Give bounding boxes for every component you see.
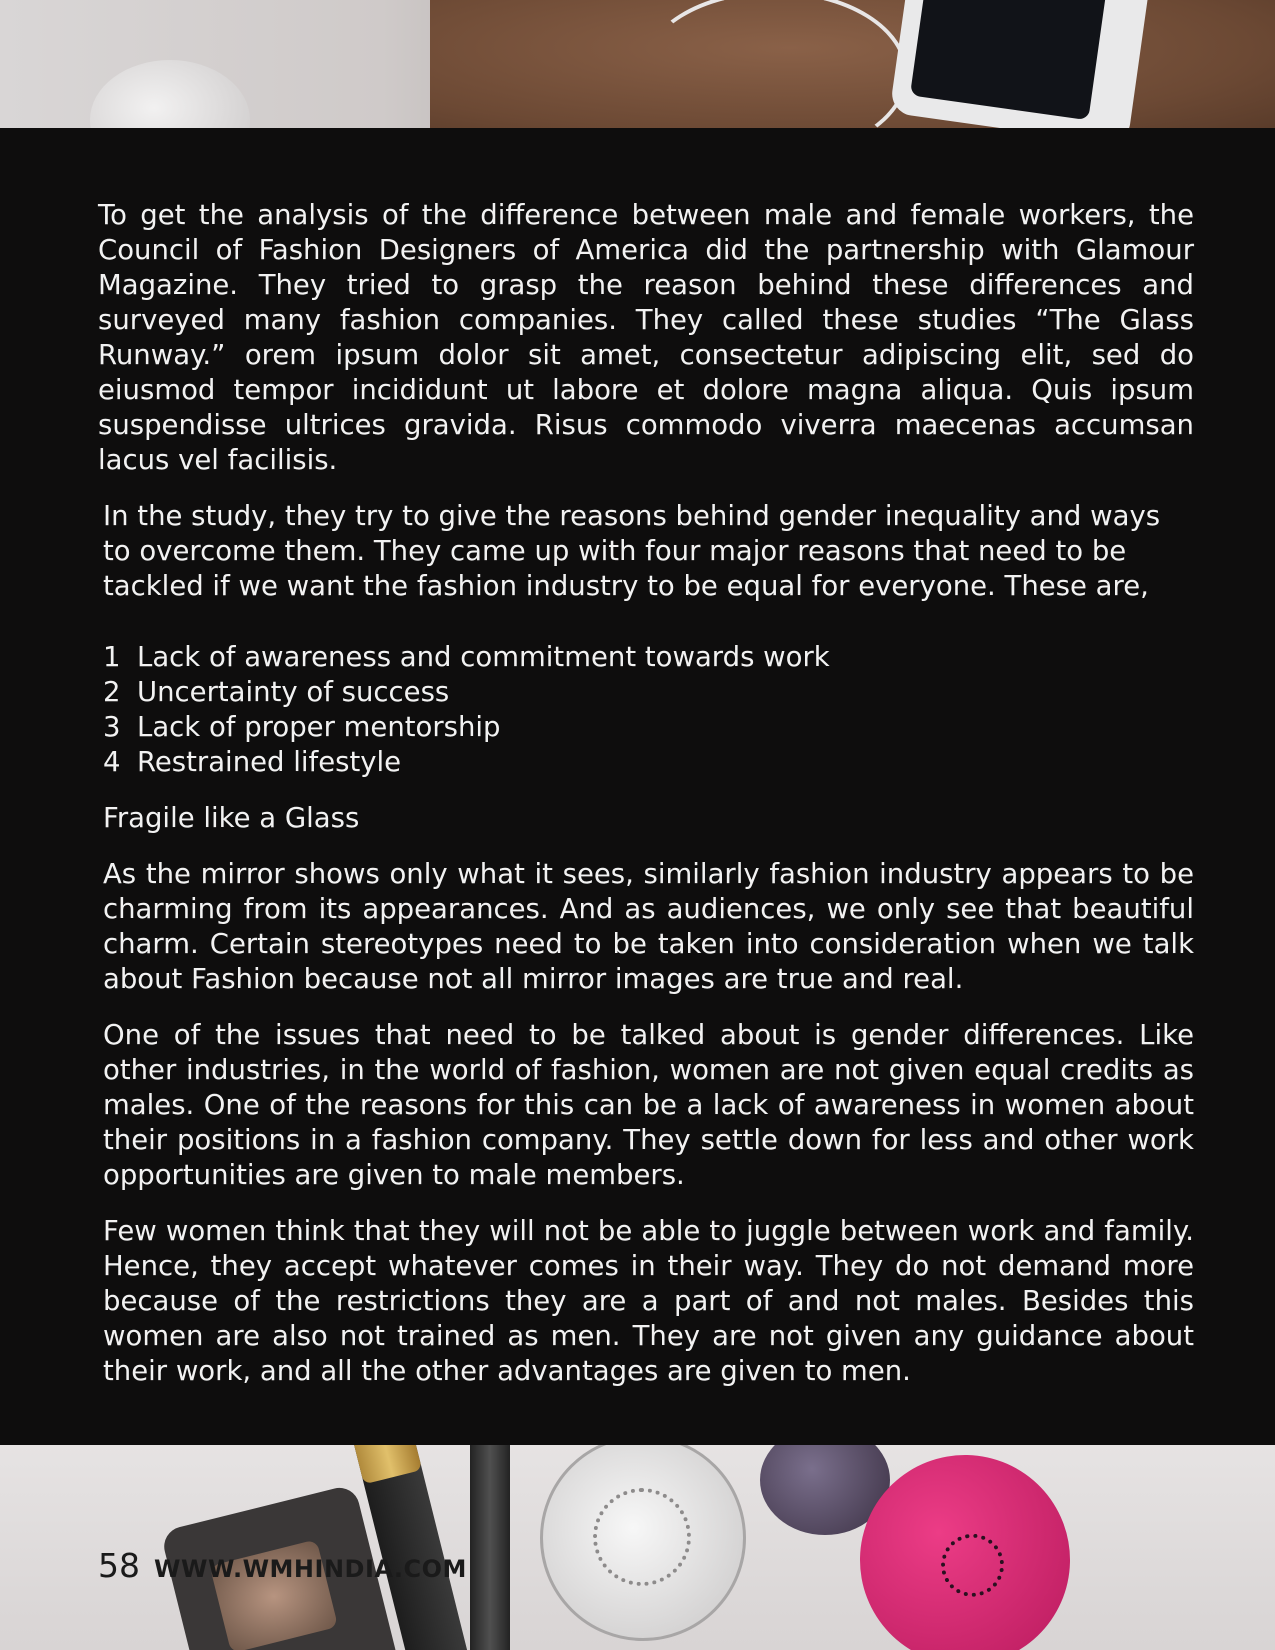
header-photo bbox=[0, 0, 1275, 128]
earphone-cable-image bbox=[640, 0, 908, 128]
list-item: 4 Restrained lifestyle bbox=[103, 746, 402, 778]
paragraph-gender-differences: One of the issues that need to be talked about is gender differences. Like other industries, in the world of fashion, women are not given equal credits as males. One of the reasons for this can be a lack of awareness in women about their positions in a fashion company. They settle down for less and other work opportunities are given to male members. bbox=[103, 1019, 1194, 1191]
list-item: 2 Uncertainty of success bbox=[103, 676, 450, 708]
list-item: 1 Lack of awareness and commitment towards work bbox=[103, 641, 830, 673]
lipstick-tube-image bbox=[470, 1445, 510, 1650]
section-heading: Fragile like a Glass bbox=[103, 802, 360, 834]
phone-image bbox=[889, 0, 1150, 128]
paragraph-study: In the study, they try to give the reasons behind gender inequality and ways to overcome them. They came up with four major reasons that need to be tackled if we want the fashion industry to be equal for everyone. These are, bbox=[103, 500, 1161, 602]
paragraph-glass-runway: To get the analysis of the difference between male and female workers, the Council of Fashion Designers of America did the partnership with Glamour Magazine. They tried to grasp the reason behind these differences and surveyed many fashion companies. They called these studies “The Glass Runway.” orem ipsum dolor sit amet, consectetur adipiscing elit, sed do eiusmod tempor incididunt ut labore et dolore magna aliqua. Quis ipsum suspendisse ultrices gravida. Risus commodo viverra maecenas accumsan lacus vel facilisis. bbox=[98, 199, 1194, 476]
page-number: 58 bbox=[98, 1546, 140, 1585]
article-body bbox=[98, 198, 1194, 1410]
paragraph-mirror: As the mirror shows only what it sees, similarly fashion industry appears to be charming from its appearances. And as audiences, we only see that beautiful charm. Certain stereotypes need to be taken into consideration when we talk about Fashion because not all mirror images are true and real. bbox=[103, 858, 1194, 995]
powder-jar-image bbox=[540, 1445, 746, 1641]
reasons-list bbox=[98, 640, 1194, 780]
cup-image bbox=[90, 60, 250, 128]
paragraph-work-family: Few women think that they will not be able to juggle between work and family. Hence, they accept whatever comes in their way. They do not demand more because of the restrictions they are a part of and not males. Besides this women are also not trained as men. They are not given any guidance about their work, and all the other advantages are given to men. bbox=[103, 1215, 1194, 1387]
website-link[interactable]: WWW.WMHINDIA.COM bbox=[154, 1555, 467, 1583]
page-footer bbox=[98, 1546, 467, 1585]
list-item: 3 Lack of proper mentorship bbox=[103, 711, 501, 743]
article-panel bbox=[0, 128, 1275, 1445]
